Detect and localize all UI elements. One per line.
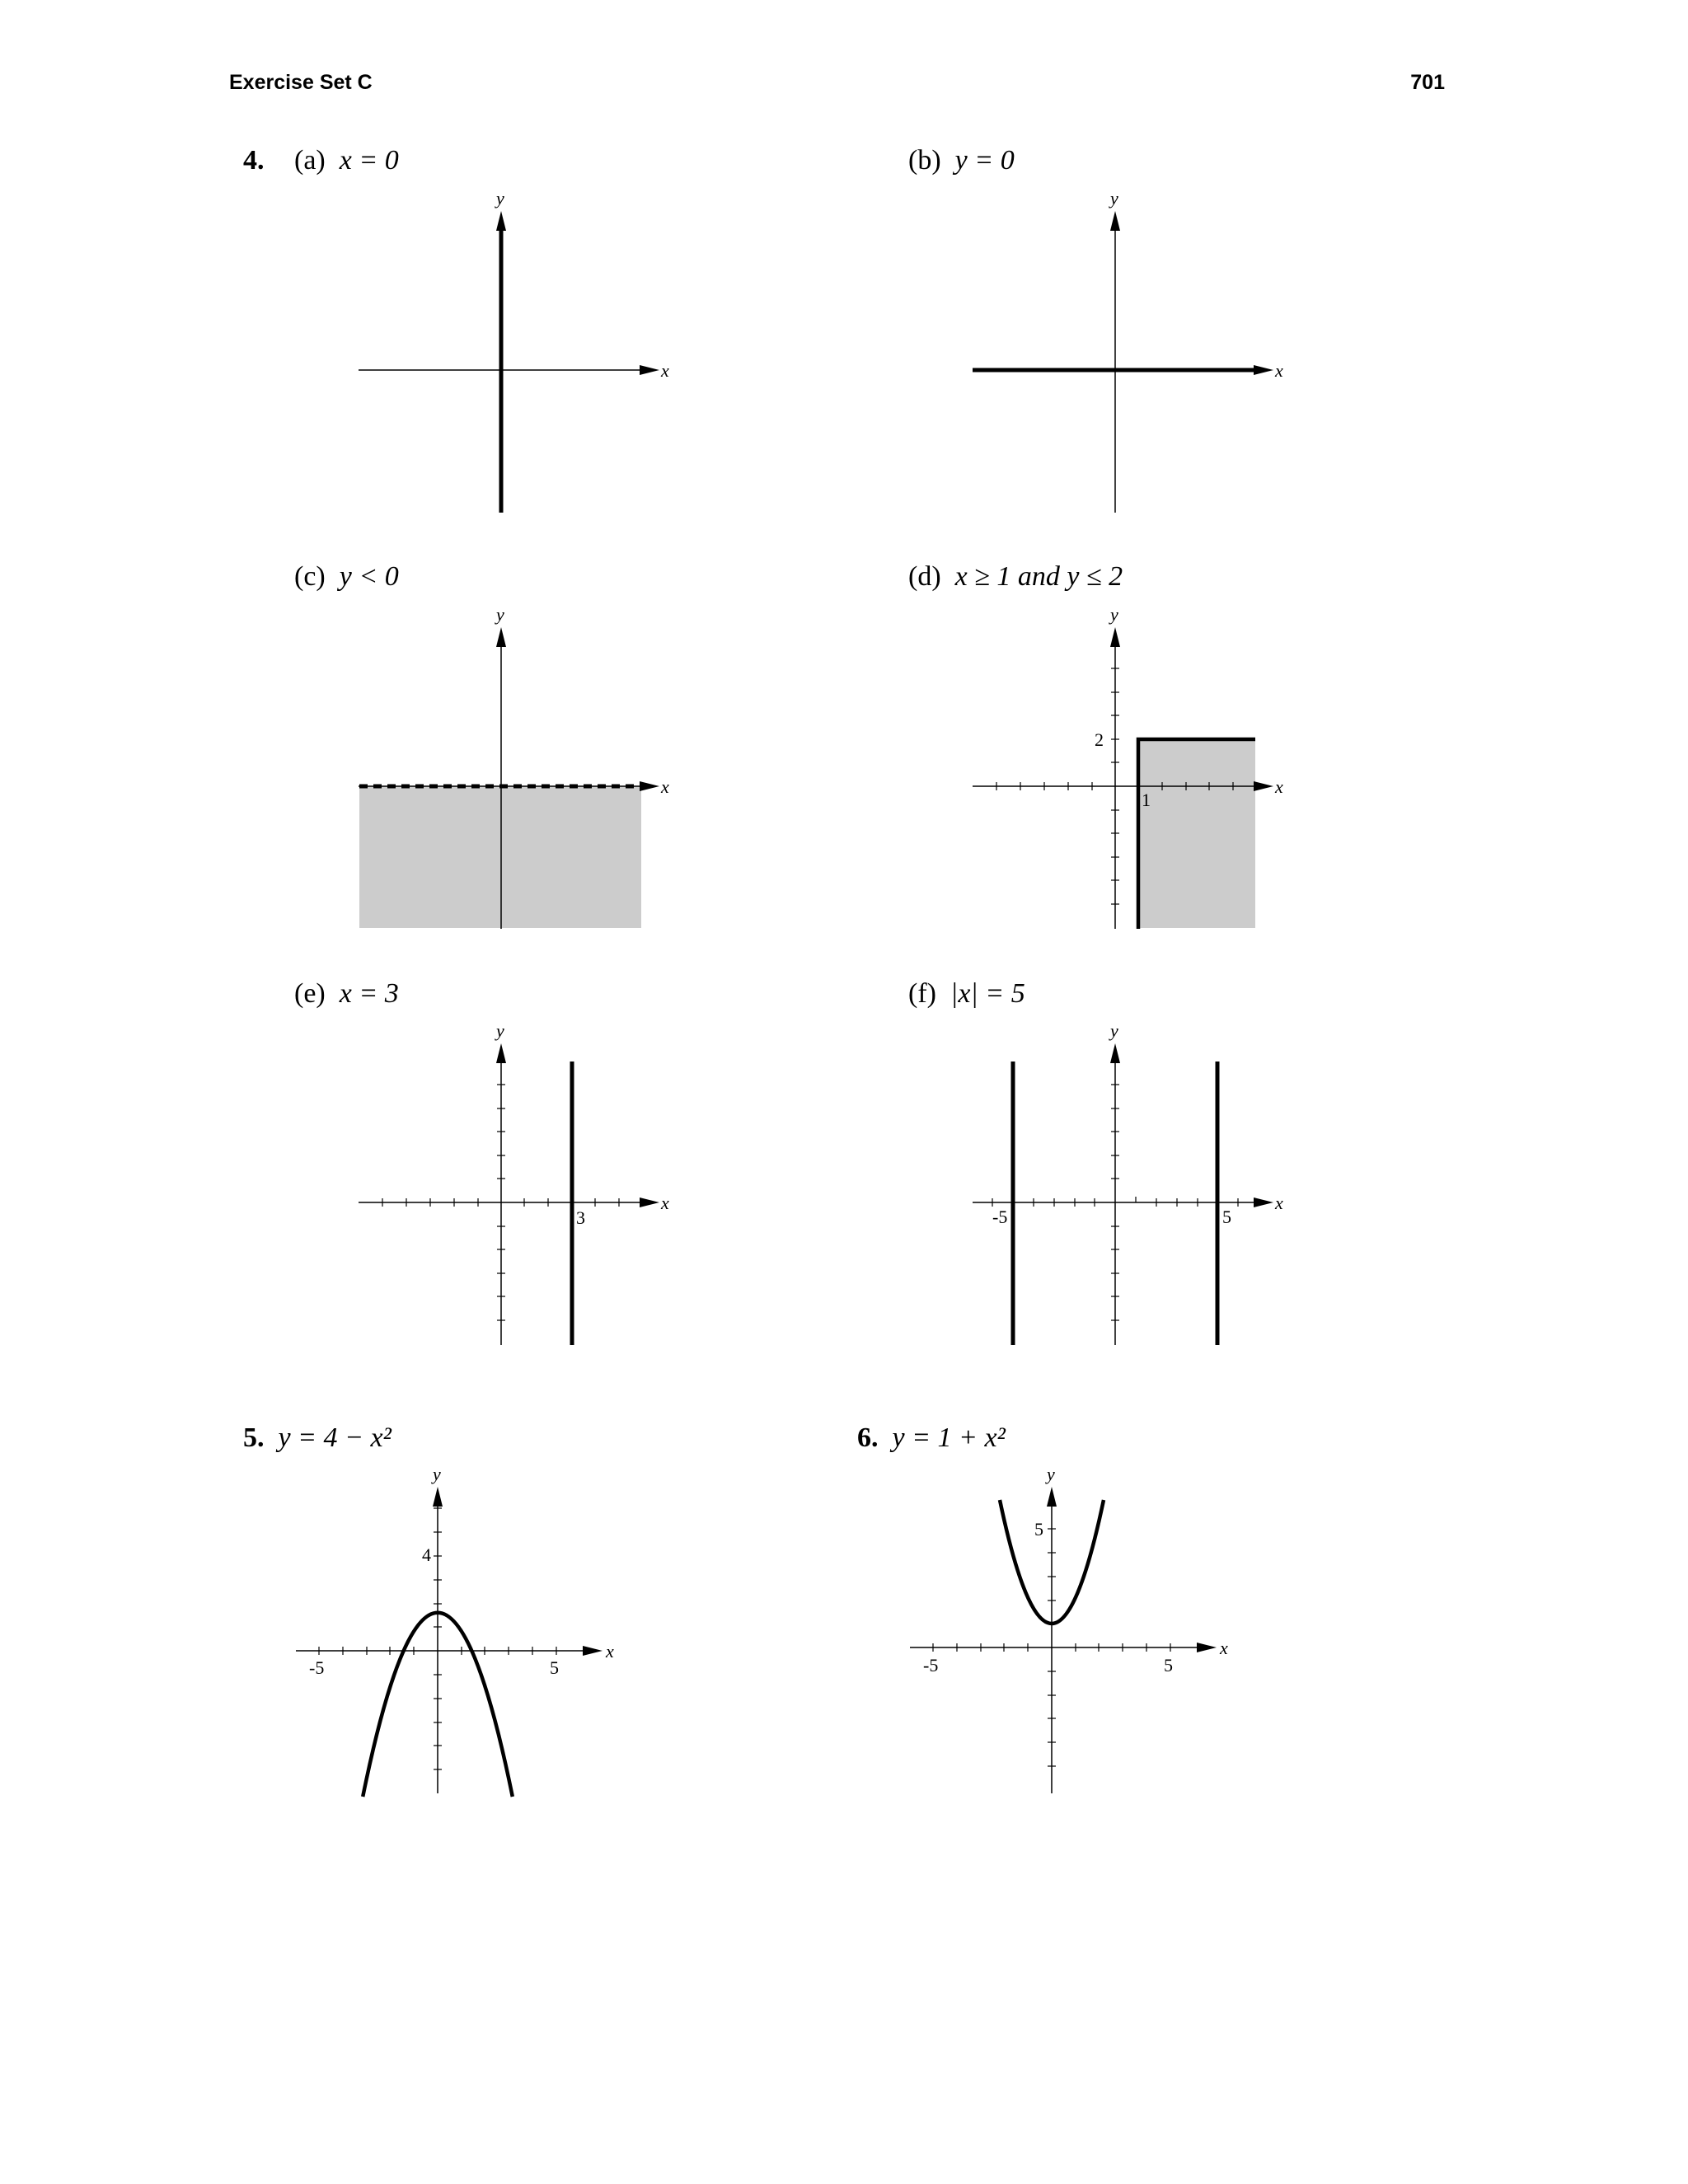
part-e-label: (e) x = 3	[294, 978, 399, 1009]
axes	[973, 1043, 1273, 1345]
problem-4-number: 4.	[243, 145, 265, 176]
graph-e	[346, 1022, 676, 1352]
x-axis-label: x	[661, 360, 669, 381]
x-tick-label-3: 3	[576, 1207, 585, 1228]
graph-6	[898, 1464, 1245, 1813]
graph-d	[960, 606, 1290, 935]
x-axis-label: x	[661, 776, 669, 797]
axes	[359, 1043, 659, 1345]
y-axis-label: y	[1110, 188, 1118, 209]
graph-a	[346, 190, 676, 519]
y-axis-label: y	[1047, 1464, 1055, 1484]
graph-f	[960, 1022, 1290, 1352]
shaded-region-y-lt-0	[359, 786, 641, 928]
y-axis-label: y	[1110, 604, 1118, 625]
x-tick-label-1: 1	[1142, 790, 1151, 810]
x-axis-label: x	[1220, 1638, 1228, 1658]
page-number: 701	[1410, 71, 1445, 94]
y-axis-label: y	[1110, 1020, 1118, 1041]
problem-5-label: 5. y = 4 − x²	[243, 1422, 392, 1453]
x-axis-label: x	[1275, 776, 1283, 797]
part-d-label: (d) x ≥ 1 and y ≤ 2	[908, 561, 1123, 592]
x-tick-label-5: 5	[550, 1657, 559, 1678]
x-axis-label: x	[1275, 360, 1283, 381]
section-title: Exercise Set C	[229, 71, 373, 94]
y-tick-label-2: 2	[1095, 729, 1104, 750]
axes	[359, 211, 659, 513]
x-tick-label-5: 5	[1222, 1207, 1231, 1227]
x-tick-label-neg5: -5	[309, 1657, 325, 1678]
y-axis-label: y	[496, 188, 504, 209]
graph-b	[960, 190, 1290, 519]
y-axis-label: y	[496, 604, 504, 625]
axes	[910, 1487, 1217, 1793]
graph-5	[284, 1464, 631, 1813]
x-tick-label-5: 5	[1164, 1655, 1173, 1675]
x-axis-label: x	[1275, 1193, 1283, 1213]
x-axis-label: x	[606, 1641, 614, 1661]
problem-6-label: 6. y = 1 + x²	[857, 1422, 1006, 1453]
y-tick-label-4: 4	[422, 1544, 431, 1565]
y-axis-label: y	[496, 1020, 504, 1041]
x-tick-label-neg5: -5	[992, 1207, 1008, 1227]
axes	[973, 211, 1273, 513]
x-tick-label-neg5: -5	[923, 1655, 939, 1675]
graph-c	[346, 606, 676, 935]
y-axis-label: y	[433, 1464, 441, 1484]
part-f-label: (f) |x| = 5	[908, 978, 1025, 1009]
y-tick-label-5: 5	[1034, 1519, 1043, 1540]
part-b-label: (b) y = 0	[908, 145, 1015, 176]
part-a-label: (a) x = 0	[294, 145, 399, 176]
shaded-region	[1138, 739, 1255, 928]
x-axis-label: x	[661, 1193, 669, 1213]
part-c-label: (c) y < 0	[294, 561, 399, 592]
axes	[296, 1487, 603, 1793]
